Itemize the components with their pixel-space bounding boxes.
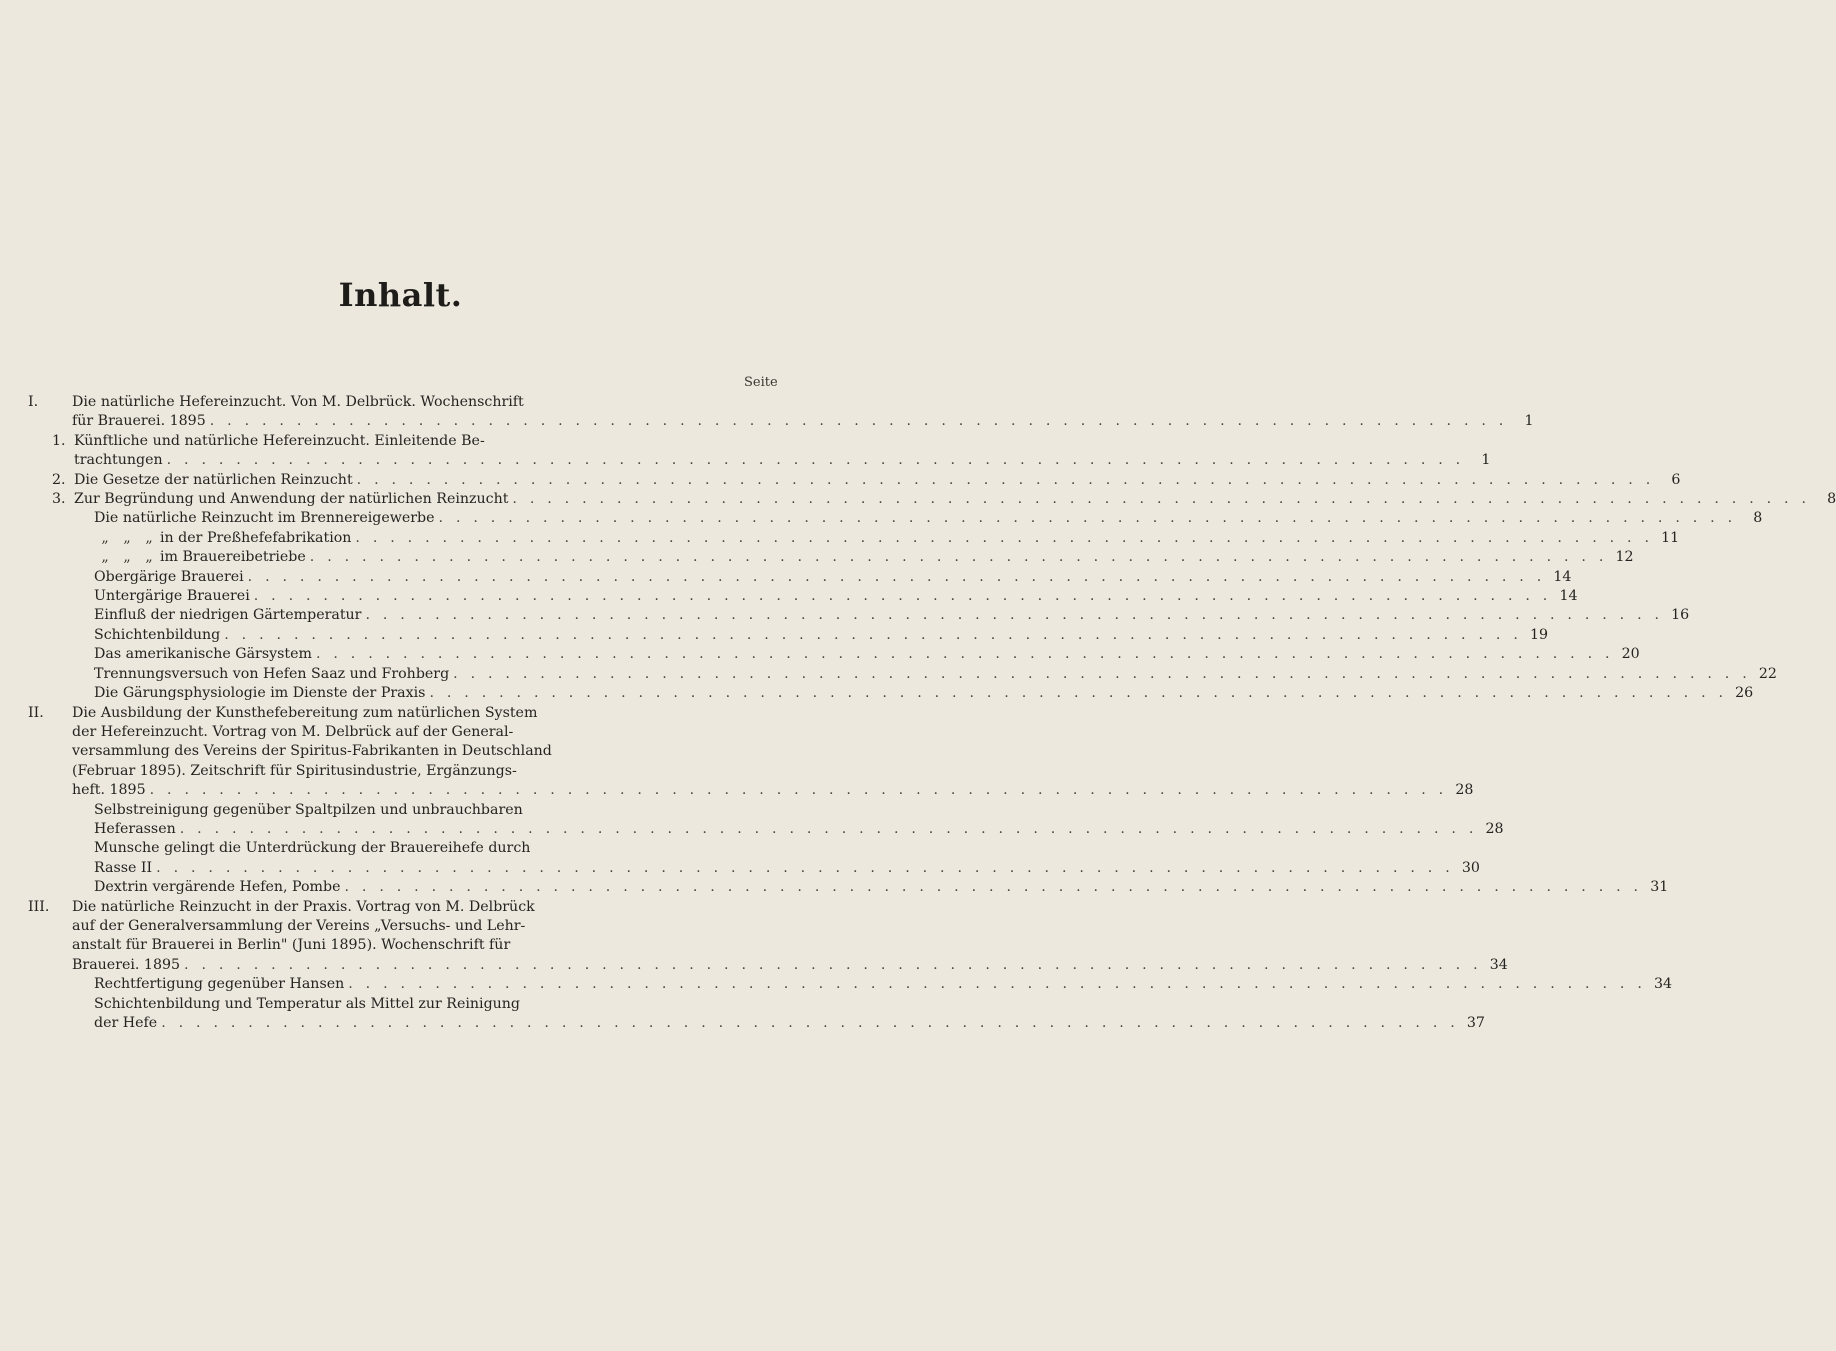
page-number: 16 xyxy=(1671,607,1690,624)
toc-section xyxy=(28,393,1534,432)
entry-title: auf der Generalversammlung der Vereins „Versuchs- und Lehr- xyxy=(72,917,526,934)
dot-leader xyxy=(167,451,1465,470)
entry-line xyxy=(72,936,1508,955)
entry-title: Die natürliche Reinzucht in der Praxis. Vortrag von M. Delbrück xyxy=(72,898,535,915)
toc-item xyxy=(32,509,1763,528)
entry-line xyxy=(94,665,1777,684)
entry-title: Schichtenbildung xyxy=(94,626,221,643)
page-number: 28 xyxy=(1485,820,1504,837)
ditto-mark: „ xyxy=(101,529,109,546)
entry-line xyxy=(72,704,1473,723)
entry-number: I. xyxy=(28,394,39,410)
page-number: 34 xyxy=(1489,956,1508,973)
dot-leader xyxy=(348,975,1646,994)
entry-line xyxy=(72,742,1473,761)
entry-line xyxy=(72,781,1473,800)
page-number: 30 xyxy=(1461,859,1480,876)
entry-line xyxy=(72,917,1508,936)
entry-text xyxy=(52,471,1680,490)
page-number: 12 xyxy=(1615,549,1634,566)
entry-title: Rechtfertigung gegenüber Hansen xyxy=(94,976,345,993)
toc-item xyxy=(32,490,1836,509)
dot-leader xyxy=(365,606,1663,625)
entry-text xyxy=(52,587,1578,606)
entry-line xyxy=(72,723,1473,742)
entry-text xyxy=(52,568,1571,587)
toc-section xyxy=(28,898,1508,976)
page-number: 20 xyxy=(1621,646,1640,663)
dot-leader xyxy=(512,490,1810,509)
toc-item xyxy=(32,665,1777,684)
page-title: Inhalt. xyxy=(338,276,463,314)
entry-line xyxy=(94,801,1504,820)
page-number: 22 xyxy=(1758,665,1777,682)
entry-title: in der Preßhefefabrikation xyxy=(160,529,352,546)
entry-title: Dextrin vergärende Hefen, Pombe xyxy=(94,879,341,896)
toc-item xyxy=(32,471,1681,490)
entry-text xyxy=(32,898,1508,976)
ditto-mark: „ xyxy=(145,549,153,566)
entry-title: der Hefe xyxy=(94,1015,158,1031)
page-number: 8 xyxy=(1827,491,1836,508)
page-number: 28 xyxy=(1455,782,1474,799)
entry-title: Die natürliche Reinzucht im Brennereigewerbe xyxy=(94,510,435,527)
toc-item xyxy=(32,548,1634,567)
dot-leader xyxy=(254,587,1552,606)
entry-line xyxy=(72,898,1508,917)
entry-line xyxy=(94,878,1668,897)
ditto-mark: „ xyxy=(123,529,131,546)
entry-text xyxy=(52,801,1504,840)
page-number: 37 xyxy=(1466,1015,1485,1031)
toc-item xyxy=(32,995,1485,1034)
entry-text xyxy=(52,975,1672,994)
entry-title: Untergärige Brauerei xyxy=(94,588,250,605)
entry-text xyxy=(52,878,1668,897)
entry-text xyxy=(52,490,1836,509)
entry-text xyxy=(52,548,1634,567)
entry-number: II. xyxy=(28,704,44,721)
toc-item xyxy=(32,801,1504,840)
entry-number: III. xyxy=(28,898,50,915)
dot-leader xyxy=(429,684,1727,703)
entry-title: Munsche gelingt die Unterdrückung der Brauereihefe durch xyxy=(94,840,531,857)
entry-line xyxy=(72,412,1534,431)
page-number: 14 xyxy=(1559,588,1578,605)
toc-item xyxy=(32,432,1491,471)
toc-item xyxy=(32,606,1690,625)
ditto-mark: „ xyxy=(101,549,109,566)
entry-title: Zur Begründung und Anwendung der natürlichen Reinzucht xyxy=(74,491,509,508)
entry-line xyxy=(94,509,1762,528)
entry-text xyxy=(52,665,1777,684)
entry-title: Schichtenbildung und Temperatur als Mittel zur Reinigung xyxy=(94,995,521,1012)
entry-line xyxy=(72,393,1534,412)
table-of-contents xyxy=(28,393,1836,1033)
entry-line xyxy=(94,995,1485,1014)
entry-title: heft. 1895 xyxy=(72,782,146,799)
page-number: 1 xyxy=(1524,413,1534,430)
entry-title: versammlung des Vereins der Spiritus-Fabrikanten in Deutschland xyxy=(72,743,552,760)
page-column-label: Seite xyxy=(744,375,778,390)
toc-item xyxy=(32,878,1669,897)
entry-line xyxy=(74,432,1490,451)
entry-line xyxy=(94,684,1753,703)
entry-line xyxy=(94,626,1548,645)
entry-line xyxy=(94,606,1689,625)
toc-item xyxy=(32,587,1578,606)
entry-line xyxy=(94,975,1672,994)
entry-line xyxy=(72,956,1508,975)
entry-title: im Brauereibetriebe xyxy=(160,549,306,566)
entry-number: 3. xyxy=(52,491,66,508)
entry-text xyxy=(52,839,1480,878)
dot-leader xyxy=(355,529,1653,548)
entry-text xyxy=(52,995,1485,1034)
entry-text xyxy=(52,645,1640,664)
page-number: 31 xyxy=(1650,879,1669,896)
entry-line xyxy=(94,1014,1485,1033)
entry-line xyxy=(94,839,1480,858)
dot-leader xyxy=(248,568,1546,587)
toc-item xyxy=(32,684,1754,703)
entry-line xyxy=(94,529,1679,548)
entry-line xyxy=(94,568,1571,587)
entry-line xyxy=(72,762,1473,781)
entry-title: Brauerei. 1895 xyxy=(72,956,181,973)
entry-line xyxy=(94,859,1480,878)
entry-text xyxy=(52,626,1548,645)
toc-item xyxy=(32,975,1673,994)
entry-line xyxy=(74,490,1836,509)
entry-text xyxy=(52,529,1679,548)
entry-line xyxy=(94,645,1640,664)
page-number: 34 xyxy=(1653,976,1673,993)
dot-leader xyxy=(310,548,1608,567)
entry-title: der Hefereinzucht. Vortrag von M. Delbrück auf der General- xyxy=(72,723,514,740)
entry-line xyxy=(74,471,1680,490)
toc-section xyxy=(28,704,1474,801)
entry-title: Die Gesetze der natürlichen Reinzucht xyxy=(74,471,353,488)
entry-line xyxy=(94,587,1578,606)
entry-text xyxy=(52,606,1689,625)
page-number: 6 xyxy=(1671,471,1681,488)
entry-line xyxy=(94,820,1504,839)
entry-text xyxy=(32,704,1473,801)
page-number: 1 xyxy=(1481,452,1491,469)
dot-leader xyxy=(180,820,1478,839)
page-number: 11 xyxy=(1661,529,1680,546)
entry-title: Die Ausbildung der Kunsthefebereitung zum natürlichen System xyxy=(72,704,538,721)
entry-title: Die Gärungsphysiologie im Dienste der Praxis xyxy=(94,685,426,702)
toc-item xyxy=(32,645,1640,664)
entry-title: trachtungen xyxy=(74,452,163,469)
entry-text xyxy=(52,432,1490,471)
page-number: 14 xyxy=(1553,568,1572,585)
entry-title: (Februar 1895). Zeitschrift für Spiritusindustrie, Ergänzungs- xyxy=(72,762,517,779)
entry-text xyxy=(32,393,1534,432)
toc-item xyxy=(32,529,1680,548)
entry-title: Das amerikanische Gärsystem xyxy=(94,646,312,663)
entry-title: Obergärige Brauerei xyxy=(94,568,244,585)
entry-title: Die natürliche Hefereinzucht. Von M. Delbrück. Wochenschrift xyxy=(72,394,524,410)
toc-item xyxy=(32,839,1480,878)
dot-leader xyxy=(224,626,1522,645)
page-number: 26 xyxy=(1735,685,1754,702)
dot-leader xyxy=(161,1014,1459,1033)
entry-title: Künftliche und natürliche Hefereinzucht. Einleitende Be- xyxy=(74,432,485,449)
dot-leader xyxy=(316,645,1614,664)
page-number: 19 xyxy=(1529,626,1549,643)
entry-text xyxy=(52,684,1753,703)
dot-leader xyxy=(345,878,1643,897)
entry-title: Heferassen xyxy=(94,820,176,837)
dot-leader xyxy=(453,665,1751,684)
toc-item xyxy=(32,568,1572,587)
entry-title: Rasse II xyxy=(94,859,153,876)
entry-title: anstalt für Brauerei in Berlin" (Juni 1895). Wochenschrift für xyxy=(72,937,511,954)
entry-line xyxy=(74,451,1490,470)
dot-leader xyxy=(439,509,1737,528)
entry-title: Trennungsversuch von Hefen Saaz und Frohberg xyxy=(94,665,450,682)
entry-title: Einfluß der niedrigen Gärtemperatur xyxy=(94,607,362,624)
entry-title: Selbstreinigung gegenüber Spaltpilzen und unbrauchbaren xyxy=(94,801,523,818)
ditto-mark: „ xyxy=(145,529,153,546)
ditto-mark: „ xyxy=(123,549,131,566)
dot-leader xyxy=(357,471,1655,490)
entry-line xyxy=(94,548,1634,567)
toc-item xyxy=(32,626,1549,645)
entry-number: 2. xyxy=(52,471,66,488)
dot-leader xyxy=(184,956,1482,975)
entry-number: 1. xyxy=(52,432,66,449)
page-number: 8 xyxy=(1753,510,1763,527)
dot-leader xyxy=(210,412,1508,431)
entry-title: für Brauerei. 1895 xyxy=(72,413,206,430)
entry-text xyxy=(52,509,1762,528)
dot-leader xyxy=(156,859,1454,878)
dot-leader xyxy=(150,781,1448,800)
